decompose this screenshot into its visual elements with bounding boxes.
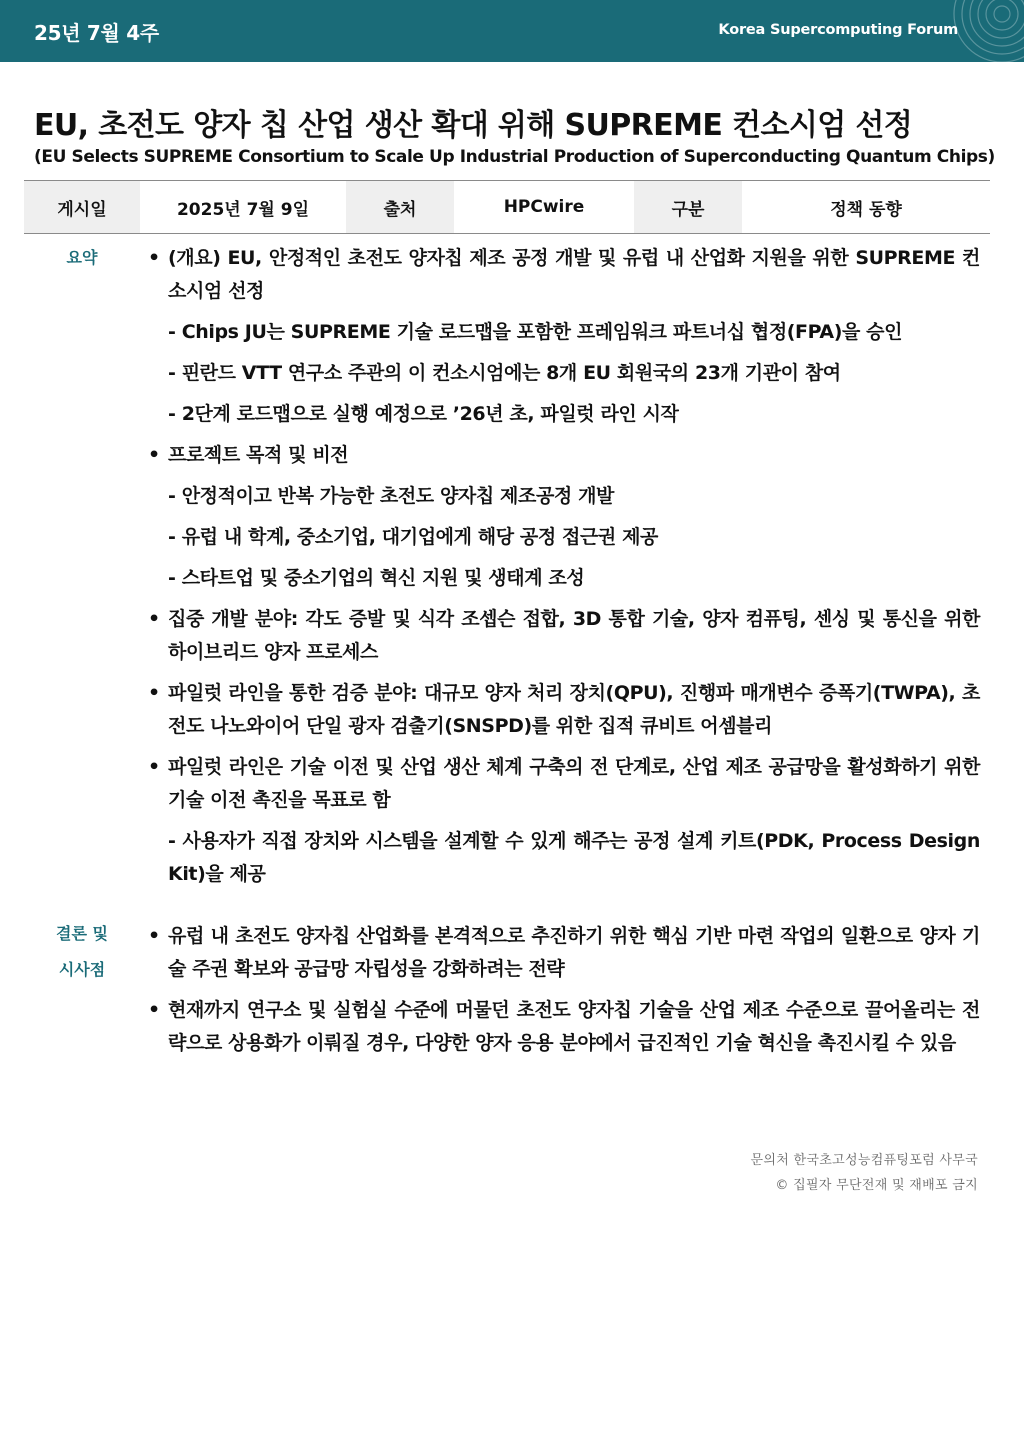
- date-label: 게시일: [24, 181, 140, 233]
- category-value: 정책 동향: [830, 199, 902, 220]
- list-item: - 스타트업 및 중소기업의 혁신 지원 및 생태계 조성: [168, 567, 585, 589]
- list-item: - 안정적이고 반복 가능한 초전도 양자칩 제조공정 개발: [168, 485, 614, 507]
- list-item: • 프로젝트 목적 및 비전: [148, 444, 349, 466]
- article-subtitle: (EU Selects SUPREME Consortium to Scale Up Industrial Production of Superconducting Quantum Chips): [34, 147, 995, 167]
- category-label: 구분: [634, 181, 742, 233]
- contact-line: 문의처 한국초고성능컴퓨팅포럼 사무국: [750, 1153, 978, 1168]
- conclusion-label: 결론 및 시사점: [56, 924, 108, 979]
- list-item: - Chips JU는 SUPREME 기술 로드맵을 포함한 프레임워크 파트너십 협정(FPA)을 승인: [168, 321, 903, 343]
- header-bar: [0, 0, 1024, 62]
- source-label: 출처: [346, 181, 454, 233]
- list-item: - 유럽 내 학계, 중소기업, 대기업에게 해당 공정 접근권 제공: [168, 526, 658, 548]
- forum-name: Korea Supercomputing Forum: [718, 22, 958, 38]
- list-item: • 파일럿 라인을 통한 검증 분야: 대규모 양자 처리 장치(QPU), 진행파 매개변수 증폭기(TWPA), 초전도 나노와이어 단일 광자 검출기(SNSPD)를 위한 집적 큐비트 어셈블리: [148, 682, 980, 737]
- summary-content: [146, 242, 980, 899]
- list-item: • 현재까지 연구소 및 실험실 수준에 머물던 초전도 양자칩 기술을 산업 제조 수준으로 끌어올리는 전략으로 상용화가 이뤄질 경우, 다양한 양자 응용 분야에서 급진적인 기술 혁신을 촉진시킬 수 있음: [148, 999, 980, 1054]
- list-item: - 2단계 로드맵으로 실행 예정으로 ’26년 초, 파일럿 라인 시작: [168, 403, 679, 425]
- conclusion-content: [146, 920, 980, 1068]
- article-title: EU, 초전도 양자 칩 산업 생산 확대 위해 SUPREME 컨소시엄 선정: [34, 108, 913, 143]
- summary-label: 요약: [66, 248, 98, 267]
- footer: [751, 1148, 978, 1198]
- date-value: 2025년 7월 9일: [176, 199, 310, 220]
- list-item: • (개요) EU, 안정적인 초전도 양자칩 제조 공정 개발 및 유럽 내 산업화 지원을 위한 SUPREME 컨소시엄 선정: [148, 247, 980, 302]
- source-value: HPCwire: [503, 197, 585, 217]
- list-item: • 유럽 내 초전도 양자칩 산업화를 본격적으로 추진하기 위한 핵심 기반 마련 작업의 일환으로 양자 기술 주권 확보와 공급망 자립성을 강화하려는 전략: [148, 925, 980, 980]
- copyright-line: © 집필자 무단전재 및 재배포 금지: [775, 1178, 978, 1193]
- list-item: • 파일럿 라인은 기술 이전 및 산업 생산 체계 구축의 전 단계로, 산업 제조 공급망을 활성화하기 위한 기술 이전 촉진을 목표로 함: [148, 756, 980, 811]
- meta-table: [24, 180, 990, 234]
- list-item: - 핀란드 VTT 연구소 주관의 이 컨소시엄에는 8개 EU 회원국의 23개 기관이 참여: [168, 362, 841, 384]
- swirl-decoration-icon: [914, 0, 1024, 62]
- list-item: - 사용자가 직접 장치와 시스템을 설계할 수 있게 해주는 공정 설계 키트(PDK, Process Design Kit)을 제공: [168, 830, 980, 885]
- week-label: 25년 7월 4주: [34, 21, 159, 45]
- list-item: • 집중 개발 분야: 각도 증발 및 식각 조셉슨 접합, 3D 통합 기술, 양자 컴퓨팅, 센싱 및 통신을 위한 하이브리드 양자 프로세스: [148, 608, 980, 663]
